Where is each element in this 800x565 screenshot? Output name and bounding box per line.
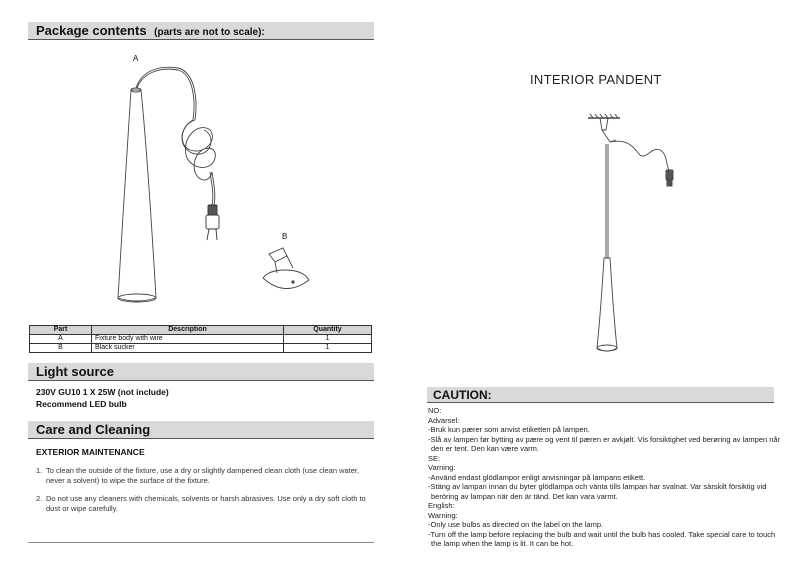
plug-icon <box>206 205 219 240</box>
caution-line: Varning: <box>428 463 456 472</box>
caution-line: the lamp when the lamp is lit. It can be hot. <box>431 539 574 548</box>
col-header-quantity: Quantity <box>284 326 372 335</box>
caution-title: CAUTION: <box>433 388 492 402</box>
pendant-illustration <box>580 110 690 360</box>
cell-quantity: 1 <box>284 335 372 344</box>
part-a-label: A <box>133 54 139 63</box>
product-title: INTERIOR PANDENT <box>530 72 662 87</box>
light-source-header <box>28 363 374 381</box>
package-contents-title: Package contents <box>36 23 147 38</box>
cell-part: A <box>30 335 92 344</box>
maintenance-item-text: To clean the outside of the fixture, use a dry or slightly dampened clean cloth (use clean water, never a solvent) to wipe the surface of the fixture. <box>46 466 360 485</box>
caution-line: -Bruk kun pærer som anvist etiketten på lampen. <box>428 425 590 434</box>
caution-line: NO: <box>428 406 442 415</box>
caution-line: -Only use bulbs as directed on the label on the lamp. <box>428 520 604 529</box>
col-header-part: Part <box>30 326 92 335</box>
table-row <box>30 344 372 353</box>
maintenance-item-1 <box>36 466 376 488</box>
part-b-label: B <box>282 232 288 241</box>
cell-description: Black sucker <box>92 344 284 353</box>
caution-line: beröring av lampan när den är tänd. Det kan vara varmt. <box>431 491 618 501</box>
caution-line: den er tent. Den kan være varm. <box>431 444 539 453</box>
caution-line: SE: <box>428 453 441 463</box>
fixture-cone <box>118 90 156 301</box>
parts-table-header-row <box>30 326 372 335</box>
table-row <box>30 335 372 344</box>
maintenance-item-number: 1. <box>36 466 43 475</box>
pendant-plug-icon <box>666 170 673 186</box>
caution-line: -Använd endast glödlampor enligt anvisningar på lampans etikett. <box>428 472 646 482</box>
light-source-line-1: 230V GU10 1 X 25W (not include) <box>36 387 169 397</box>
col-header-description: Description <box>92 326 284 335</box>
caution-line: Advarsel: <box>428 415 460 425</box>
parts-table <box>29 325 372 353</box>
care-cleaning-title: Care and Cleaning <box>36 422 151 437</box>
caution-text <box>428 406 788 549</box>
maintenance-item-number: 2. <box>36 494 43 503</box>
maintenance-item-2 <box>36 494 376 516</box>
caution-line: -Turn off the lamp before replacing the bulb and wait until the bulb has cooled. Take special care to touch <box>428 529 776 539</box>
cell-description: Fixture body with wire <box>92 335 284 344</box>
care-cleaning-header <box>28 421 374 439</box>
fixture-illustration <box>100 60 260 310</box>
left-page-bottom-rule <box>28 542 374 543</box>
package-contents-header <box>28 22 374 40</box>
package-contents-subtitle: (parts are not to scale): <box>154 27 265 38</box>
caution-line: Warning: <box>428 510 458 520</box>
exterior-maintenance-heading: EXTERIOR MAINTENANCE <box>36 447 145 457</box>
light-source-title: Light source <box>36 364 115 379</box>
cell-part: B <box>30 344 92 353</box>
maintenance-item-text: Do not use any cleaners with chemicals, solvents or harsh abrasives. Use only a dry soft cloth to dust or wipe carefully. <box>46 494 366 513</box>
cell-quantity: 1 <box>284 344 372 353</box>
caution-line: -Stäng av lampan innan du byter glödlampa och vänta tills lampan har svalnat. Var särskilt försiktig vid <box>428 482 767 491</box>
caution-line: English: <box>428 501 455 510</box>
caution-header <box>427 387 774 403</box>
light-source-line-2: Recommend LED bulb <box>36 399 127 409</box>
caution-line: -Slå av lampen før bytting av pære og vent til pæren er avkjølt. Vis forsiktighet ved berøring av lampen når <box>428 434 781 444</box>
sucker-illustration <box>255 240 315 300</box>
